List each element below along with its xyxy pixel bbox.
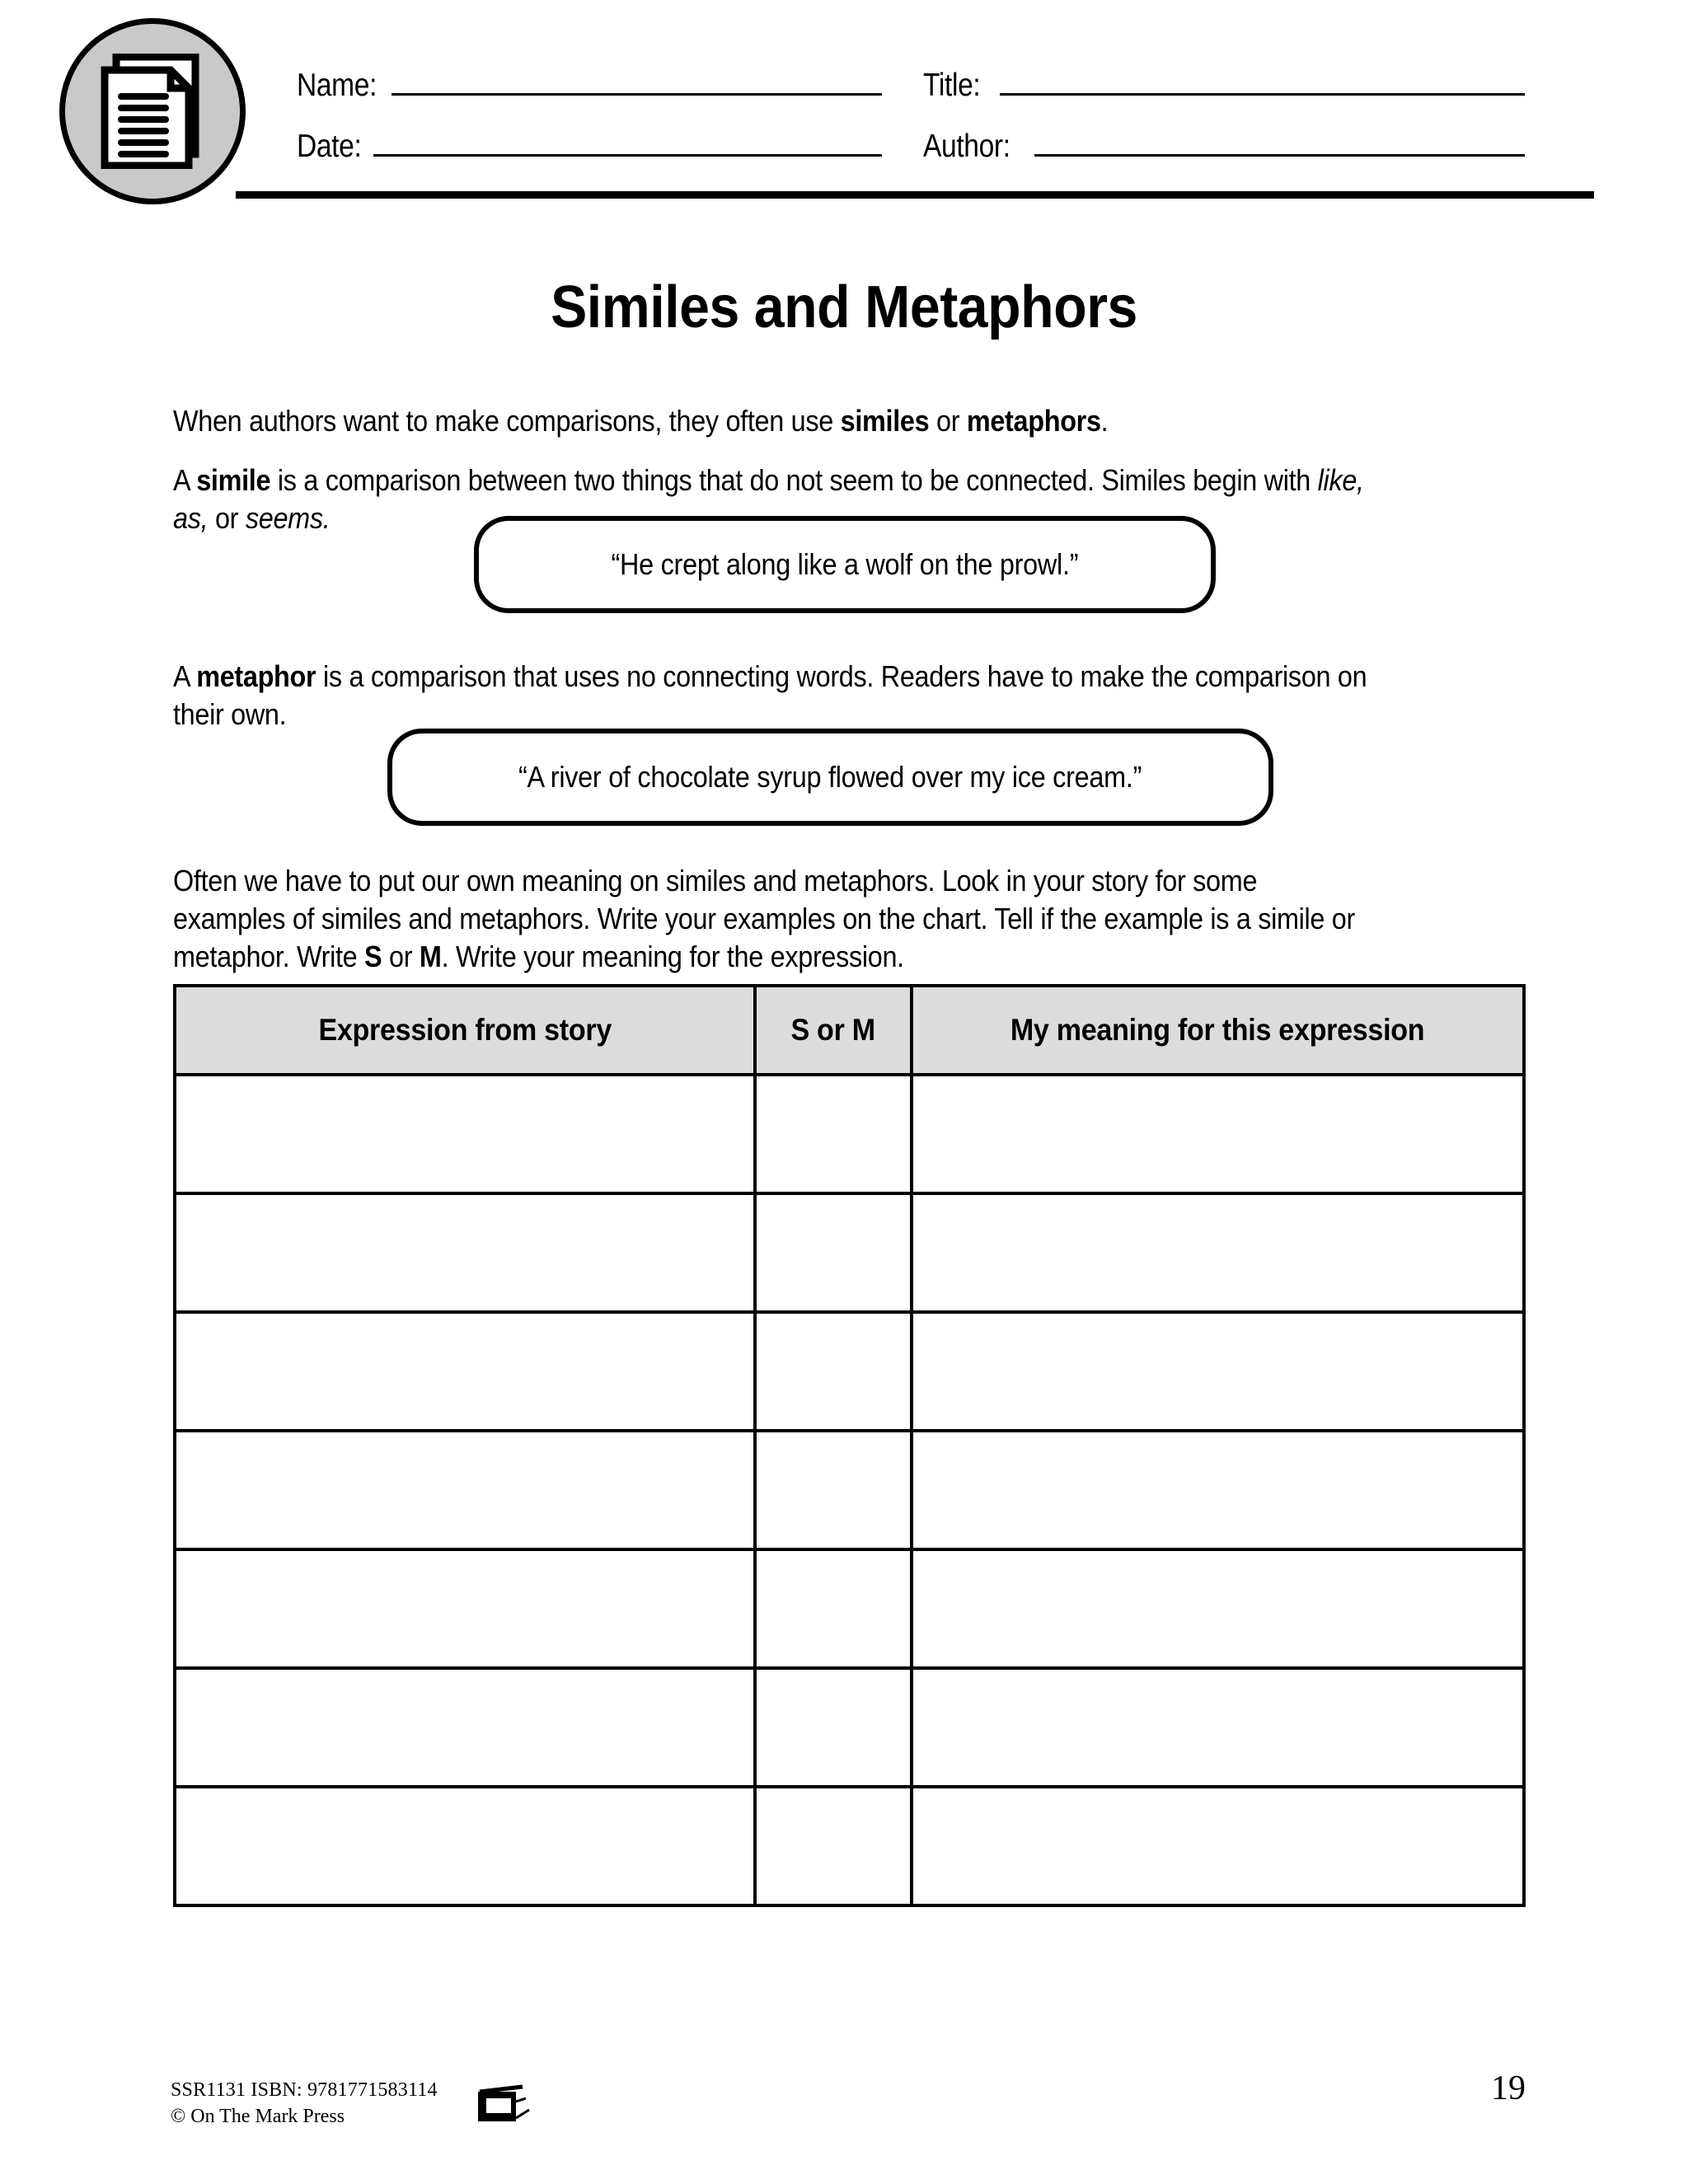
header-field-row-1 <box>297 43 1533 104</box>
cell-s-or-m[interactable] <box>755 1193 912 1312</box>
header-field-row-2 <box>297 104 1533 165</box>
name-field-label: Name: <box>297 68 377 103</box>
metaphor-text-2: is a comparison that uses no connecting words. Readers have to make the comparison on their own. <box>173 659 1367 731</box>
simile-text-2: is a comparison between two things that do not seem to be connected. Similes begin with <box>270 463 1318 497</box>
cell-meaning[interactable] <box>912 1668 1524 1787</box>
metaphor-text-1: A <box>173 659 197 693</box>
worksheet-header <box>0 0 1688 223</box>
cell-expression[interactable] <box>175 1787 755 1905</box>
column-header-expression-label: Expression from story <box>318 1013 612 1047</box>
footer-imprint <box>171 2077 438 2130</box>
page-title: Similes and Metaphors <box>551 274 1137 340</box>
intro-text-2: or <box>929 404 967 438</box>
table-row <box>175 1668 1524 1787</box>
metaphor-example-box <box>387 729 1273 826</box>
column-header-s-or-m-label: S or M <box>790 1013 876 1047</box>
cell-s-or-m[interactable] <box>755 1549 912 1668</box>
cell-meaning[interactable] <box>912 1431 1524 1549</box>
date-field-label: Date: <box>297 129 362 164</box>
cell-s-or-m[interactable] <box>755 1312 912 1431</box>
name-field-input[interactable] <box>392 92 882 96</box>
intro-text-3: . <box>1100 404 1109 438</box>
intro-text-1: When authors want to make comparisons, they often use <box>173 404 841 438</box>
cell-expression[interactable] <box>175 1549 755 1668</box>
column-header-meaning <box>912 986 1524 1075</box>
metaphor-example-text: “A river of chocolate syrup flowed over my ice cream.” <box>518 760 1142 794</box>
table-row <box>175 1312 1524 1431</box>
metaphor-bold-word: metaphor <box>196 659 316 693</box>
table-header <box>175 986 1524 1075</box>
header-fields <box>297 43 1533 165</box>
cell-s-or-m[interactable] <box>755 1075 912 1193</box>
task-text-3: . Write your meaning for the expression. <box>441 940 904 973</box>
table-row <box>175 1193 1524 1312</box>
simile-italic-like-as: like, as, <box>173 463 1364 535</box>
simile-text-1: A <box>173 463 197 497</box>
stacked-documents-icon <box>100 54 205 169</box>
footer-copyright-line: © On The Mark Press <box>171 2106 345 2127</box>
on-the-mark-press-logo <box>475 2083 549 2126</box>
cell-meaning[interactable] <box>912 1549 1524 1668</box>
title-field-label: Title: <box>923 68 981 103</box>
cell-meaning[interactable] <box>912 1312 1524 1431</box>
column-header-expression <box>175 986 755 1075</box>
table-row <box>175 1549 1524 1668</box>
cell-s-or-m[interactable] <box>755 1787 912 1905</box>
simile-example-box <box>474 516 1216 613</box>
cell-expression[interactable] <box>175 1312 755 1431</box>
column-header-meaning-label: My meaning for this expression <box>1010 1013 1425 1047</box>
footer-isbn-line: SSR1131 ISBN: 9781771583114 <box>171 2079 438 2101</box>
simile-italic-seems: seems. <box>245 501 331 535</box>
cell-meaning[interactable] <box>912 1193 1524 1312</box>
intro-bold-metaphors: metaphors <box>966 404 1101 438</box>
header-divider-rule <box>236 191 1594 199</box>
simile-bold-word: simile <box>196 463 271 497</box>
cell-meaning[interactable] <box>912 1787 1524 1905</box>
task-bold-s: S <box>364 940 382 973</box>
cell-expression[interactable] <box>175 1075 755 1193</box>
date-field-group[interactable] <box>297 129 923 165</box>
cell-expression[interactable] <box>175 1431 755 1549</box>
table-row <box>175 1787 1524 1905</box>
cell-expression[interactable] <box>175 1193 755 1312</box>
title-field-group[interactable] <box>923 68 1533 104</box>
date-field-input[interactable] <box>373 153 882 157</box>
expression-chart-table <box>173 984 1526 1907</box>
metaphor-definition-paragraph <box>173 658 1375 733</box>
cell-s-or-m[interactable] <box>755 1431 912 1549</box>
simile-example-text: “He crept along like a wolf on the prowl.” <box>611 547 1079 581</box>
table-row <box>175 1431 1524 1549</box>
column-header-s-or-m <box>755 986 912 1075</box>
author-field-group[interactable] <box>923 129 1533 165</box>
header-badge <box>59 18 246 204</box>
intro-paragraph <box>173 402 1434 440</box>
cell-expression[interactable] <box>175 1668 755 1787</box>
page-number: 19 <box>1491 2069 1526 2107</box>
intro-bold-similes: similes <box>840 404 930 438</box>
task-text-1: Often we have to put our own meaning on similes and metaphors. Look in your story for some examples of similes and metaphors. Write your examples on the chart. Tell if the example is a simile or metaphor. Write <box>173 864 1355 973</box>
task-bold-m: M <box>419 940 442 973</box>
author-field-input[interactable] <box>1034 153 1525 157</box>
task-instructions-paragraph <box>173 862 1375 976</box>
table-row <box>175 1075 1524 1193</box>
title-field-input[interactable] <box>1000 92 1525 96</box>
cell-s-or-m[interactable] <box>755 1668 912 1787</box>
task-text-2: or <box>382 940 420 973</box>
author-field-label: Author: <box>923 129 1010 164</box>
name-field-group[interactable] <box>297 68 923 104</box>
table-header-row <box>175 986 1524 1075</box>
cell-meaning[interactable] <box>912 1075 1524 1193</box>
simile-text-3: or <box>208 501 246 535</box>
table-body <box>175 1075 1524 1905</box>
